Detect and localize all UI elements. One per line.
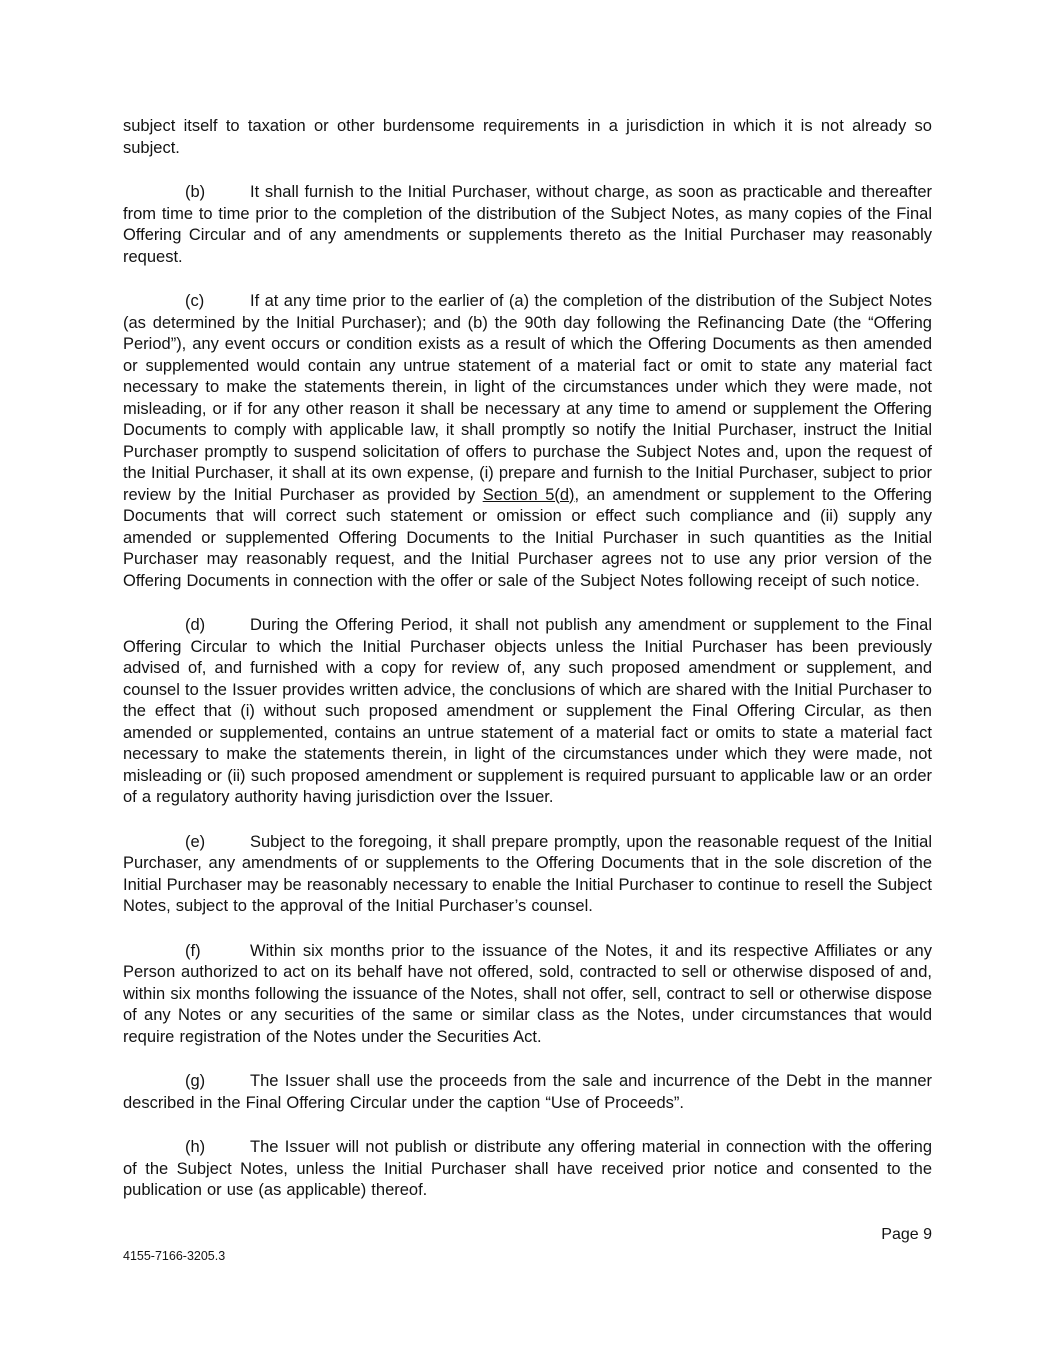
paragraph-c: [123, 291, 932, 592]
paragraph-d-label: (d): [185, 616, 206, 634]
paragraph-c-text-before: If at any time prior to the earlier of (a) the completion of the distribution of the Subject Notes (as determined by the Initial Purchaser); and (b) the 90th day following the Refinancing Date (the “Offering Period”), any event occurs or condition exists as a result of which the Offering Documents as then amended or supplemented would contain any untrue statement of a material fact or omit to state any material fact necessary to make the statements therein, in light of the circumstances under which they were made, not misleading, or if for any other reason it shall be necessary at any time to amend or supplement the Offering Documents to comply with applicable law, it shall promptly so notify the Initial Purchaser, instruct the Initial Purchaser promptly to suspend solicitation of offers to purchase the Subject Notes and, upon the request of the Initial Purchaser, it shall at its own expense, (i) prepare and furnish to the Initial Purchaser, subject to prior review by the Initial Purchaser as provided by: [123, 292, 932, 504]
section-5d-reference: Section 5(d): [482, 485, 575, 504]
paragraph-h-text: The Issuer will not publish or distribute any offering material in connection with the offering of the Subject Notes, unless the Initial Purchaser shall have received prior notice and consented to the publication or use (as applicable) thereof.: [123, 1138, 932, 1199]
paragraph-e-label: (e): [185, 832, 206, 851]
paragraph-g-text: The Issuer shall use the proceeds from the sale and incurrence of the Debt in the manner described in the Final Offering Circular under the caption “Use of Proceeds”.: [123, 1072, 932, 1112]
paragraph-g: [123, 1071, 932, 1114]
page-number: Page 9: [881, 1225, 932, 1243]
paragraph-b-text: It shall furnish to the Initial Purchaser, without charge, as soon as practicable and thereafter from time to time prior to the completion of the distribution of the Subject Notes, as many copies of the Final Offering Circular and of any amendments or supplements thereto as the Initial Purchaser may reasonably request.: [123, 183, 932, 266]
paragraph-e-text: Subject to the foregoing, it shall prepare promptly, upon the reasonable request of the Initial Purchaser, any amendments of or supplements to the Offering Documents that in the sole discretion of the Initial Purchaser may be reasonably necessary to enable the Initial Purchaser to continue to resell the Subject Notes, subject to the approval of the Initial Purchaser’s counsel.: [123, 832, 932, 915]
paragraph-d-text: During the Offering Period, it shall not publish any amendment or supplement to the Final Offering Circular to which the Initial Purchaser objects unless the Initial Purchaser has been previously advised of, and furnished with a copy for review of, any such proposed amendment or supplement, and counsel to the Issuer provides written advice, the conclusions of which are shared with the Initial Purchaser to the effect that (i) without such proposed amendment or supplement the Final Offering Circular, as then amended or supplemented, contains an untrue statement of a material fact or omits to state a material fact necessary to make the statements therein, in light of the circumstances under which they were made, not misleading or (ii) such proposed amendment or supplement is required pursuant to applicable law or an order of a regulatory authority having jurisdiction over the Issuer.: [123, 616, 932, 806]
paragraph-c-text-after: , an amendment or supplement to the Offering Documents that will correct such statement or omission or effect such compliance and (ii) supply any amended or supplemented Offering Documents to the Initial Purchaser in such quantities as the Initial Purchaser may reasonably request, and the Initial Purchaser agrees not to use any prior version of the Offering Documents in connection with the offer or sale of the Subject Notes following receipt of such notice.: [123, 485, 932, 590]
paragraph-f-text: Within six months prior to the issuance of the Notes, it and its respective Affiliates or any Person authorized to act on its behalf have not offered, sold, contracted to sell or otherwise disposed of and, within six months following the issuance of the Notes, shall not offer, sell, contract to sell or otherwise dispose of any Notes or any securities of the same or similar class as the Notes, under circumstances that would require registration of the Notes under the Securities Act.: [123, 941, 932, 1046]
paragraph-b-label: (b): [185, 183, 206, 201]
paragraph-continuation: subject itself to taxation or other burdensome requirements in a jurisdiction in which it is not already so subject.: [123, 117, 932, 157]
paragraph-h-label: (h): [185, 1138, 206, 1156]
paragraph-f: [123, 941, 932, 1049]
paragraph-b: [123, 182, 932, 268]
paragraph-h: [123, 1137, 932, 1202]
paragraph-f-label: (f): [185, 941, 201, 960]
paragraph-e: [123, 832, 932, 918]
paragraph-d: [123, 615, 932, 809]
page-footer: [123, 1225, 932, 1264]
paragraph-c-label: (c): [185, 292, 205, 310]
paragraph-g-label: (g): [185, 1072, 206, 1090]
document-id-number: 4155-7166-3205.3: [123, 1248, 226, 1263]
